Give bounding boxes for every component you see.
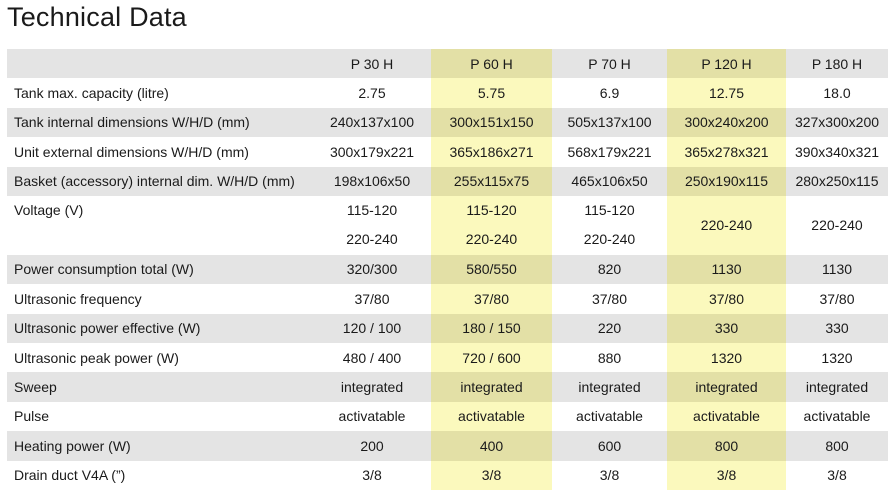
page-title: Technical Data bbox=[7, 2, 187, 32]
row-label: Tank internal dimensions W/H/D (mm) bbox=[7, 108, 313, 137]
model-header: P 180 H bbox=[786, 49, 888, 78]
value-cell bbox=[667, 196, 786, 255]
value-cell: 3/8 bbox=[667, 461, 786, 490]
row-label: Basket (accessory) internal dim. W/H/D (mm) bbox=[7, 167, 313, 196]
table-row bbox=[7, 314, 888, 343]
value-cell: 480 / 400 bbox=[342, 349, 402, 366]
value-cell: activatable bbox=[803, 408, 871, 425]
value-cell: 180 / 150 bbox=[431, 314, 552, 343]
row-label: Voltage (V) bbox=[14, 201, 84, 218]
value-cell: 568x179x221 bbox=[567, 143, 652, 160]
row-label: Tank max. capacity (litre) bbox=[14, 85, 169, 102]
table-row bbox=[7, 284, 888, 313]
row-label: Power consumption total (W) bbox=[7, 255, 313, 284]
value-cell: 300x151x150 bbox=[431, 108, 552, 137]
value-cell: 880 bbox=[597, 349, 622, 366]
value-cell: 505x137x100 bbox=[552, 108, 667, 137]
table-row bbox=[7, 372, 888, 401]
value-cell: 2.75 bbox=[358, 85, 386, 102]
value-cell: integrated bbox=[667, 372, 786, 401]
value-cell: 37/80 bbox=[591, 290, 628, 307]
model-header: P 30 H bbox=[313, 49, 431, 78]
model-header: P 70 H bbox=[552, 49, 667, 78]
table-row bbox=[7, 108, 888, 137]
value-cell: 18.0 bbox=[823, 85, 851, 102]
value-cell: activatable bbox=[576, 408, 643, 425]
table-row bbox=[7, 78, 888, 107]
table-row bbox=[7, 137, 888, 166]
row-label: Heating power (W) bbox=[7, 431, 313, 460]
value-cell: 3/8 bbox=[599, 467, 620, 484]
value-cell: 198x106x50 bbox=[313, 167, 431, 196]
value-cell: 3/8 bbox=[362, 467, 382, 484]
value-line: 115-120 bbox=[466, 201, 517, 218]
value-cell: 720 / 600 bbox=[431, 343, 552, 372]
row-label: Ultrasonic peak power (W) bbox=[14, 349, 179, 366]
value-line: 115-120 bbox=[346, 201, 398, 218]
value-cell: 600 bbox=[552, 431, 667, 460]
model-header: P 120 H bbox=[667, 49, 786, 78]
value-line: 220-240 bbox=[700, 216, 753, 233]
value-cell: 255x115x75 bbox=[431, 167, 552, 196]
value-cell: activatable bbox=[667, 402, 786, 431]
value-cell: 365x278x321 bbox=[667, 137, 786, 166]
value-cell: 120 / 100 bbox=[313, 314, 431, 343]
value-cell bbox=[786, 196, 888, 255]
value-cell: activatable bbox=[431, 402, 552, 431]
value-line: 115-120 bbox=[584, 201, 635, 218]
value-cell: 37/80 bbox=[667, 284, 786, 313]
value-cell: 300x179x221 bbox=[329, 143, 415, 160]
value-cell: 320/300 bbox=[313, 255, 431, 284]
value-cell: 220 bbox=[552, 314, 667, 343]
row-label: Drain duct V4A (”) bbox=[14, 467, 126, 484]
value-cell: 330 bbox=[786, 314, 888, 343]
value-cell: 327x300x200 bbox=[786, 108, 888, 137]
table-row bbox=[7, 402, 888, 431]
value-cell: 820 bbox=[552, 255, 667, 284]
value-cell: 390x340x321 bbox=[794, 143, 880, 160]
row-label: Sweep bbox=[7, 372, 313, 401]
table-row bbox=[7, 196, 888, 255]
value-cell: 580/550 bbox=[431, 255, 552, 284]
value-cell: 800 bbox=[667, 431, 786, 460]
value-cell: 330 bbox=[667, 314, 786, 343]
value-cell: activatable bbox=[338, 408, 406, 425]
value-cell: 250x190x115 bbox=[667, 167, 786, 196]
value-line: 220-240 bbox=[346, 231, 398, 248]
value-cell: 365x186x271 bbox=[431, 137, 552, 166]
value-cell: 1320 bbox=[821, 349, 853, 366]
header-blank-cell bbox=[7, 49, 313, 78]
value-cell: 37/80 bbox=[819, 290, 855, 307]
value-cell: 12.75 bbox=[667, 78, 786, 107]
value-cell: 3/8 bbox=[827, 467, 847, 484]
value-cell: 200 bbox=[313, 431, 431, 460]
value-line: 220-240 bbox=[811, 216, 863, 233]
row-label: Pulse bbox=[14, 408, 50, 425]
value-cell: 1130 bbox=[786, 255, 888, 284]
value-cell: 240x137x100 bbox=[313, 108, 431, 137]
value-cell: 6.9 bbox=[599, 85, 620, 102]
value-cell: 465x106x50 bbox=[552, 167, 667, 196]
row-label: Unit external dimensions W/H/D (mm) bbox=[14, 143, 249, 160]
value-line: 220-240 bbox=[465, 231, 518, 248]
value-cell: 37/80 bbox=[431, 284, 552, 313]
value-line: 220-240 bbox=[583, 231, 636, 248]
value-cell: integrated bbox=[431, 372, 552, 401]
table-row bbox=[7, 431, 888, 460]
row-label: Ultrasonic frequency bbox=[14, 290, 142, 307]
value-cell: 800 bbox=[786, 431, 888, 460]
technical-data-table bbox=[7, 49, 888, 490]
value-cell bbox=[431, 196, 552, 255]
value-cell: 5.75 bbox=[431, 78, 552, 107]
table-row bbox=[7, 255, 888, 284]
value-cell: integrated bbox=[313, 372, 431, 401]
value-cell bbox=[313, 196, 431, 255]
value-cell: 280x250x115 bbox=[786, 167, 888, 196]
table-row bbox=[7, 343, 888, 372]
row-label: Ultrasonic power effective (W) bbox=[7, 314, 313, 343]
value-cell: 3/8 bbox=[431, 461, 552, 490]
model-header: P 60 H bbox=[431, 49, 552, 78]
value-cell: integrated bbox=[786, 372, 888, 401]
table-row bbox=[7, 167, 888, 196]
table-header-row bbox=[7, 49, 888, 78]
value-cell bbox=[552, 196, 667, 255]
value-cell: 1320 bbox=[667, 343, 786, 372]
table-row bbox=[7, 461, 888, 490]
value-cell: 300x240x200 bbox=[667, 108, 786, 137]
value-cell: 400 bbox=[431, 431, 552, 460]
value-cell: integrated bbox=[552, 372, 667, 401]
value-cell: 1130 bbox=[667, 255, 786, 284]
value-cell: 37/80 bbox=[354, 290, 390, 307]
